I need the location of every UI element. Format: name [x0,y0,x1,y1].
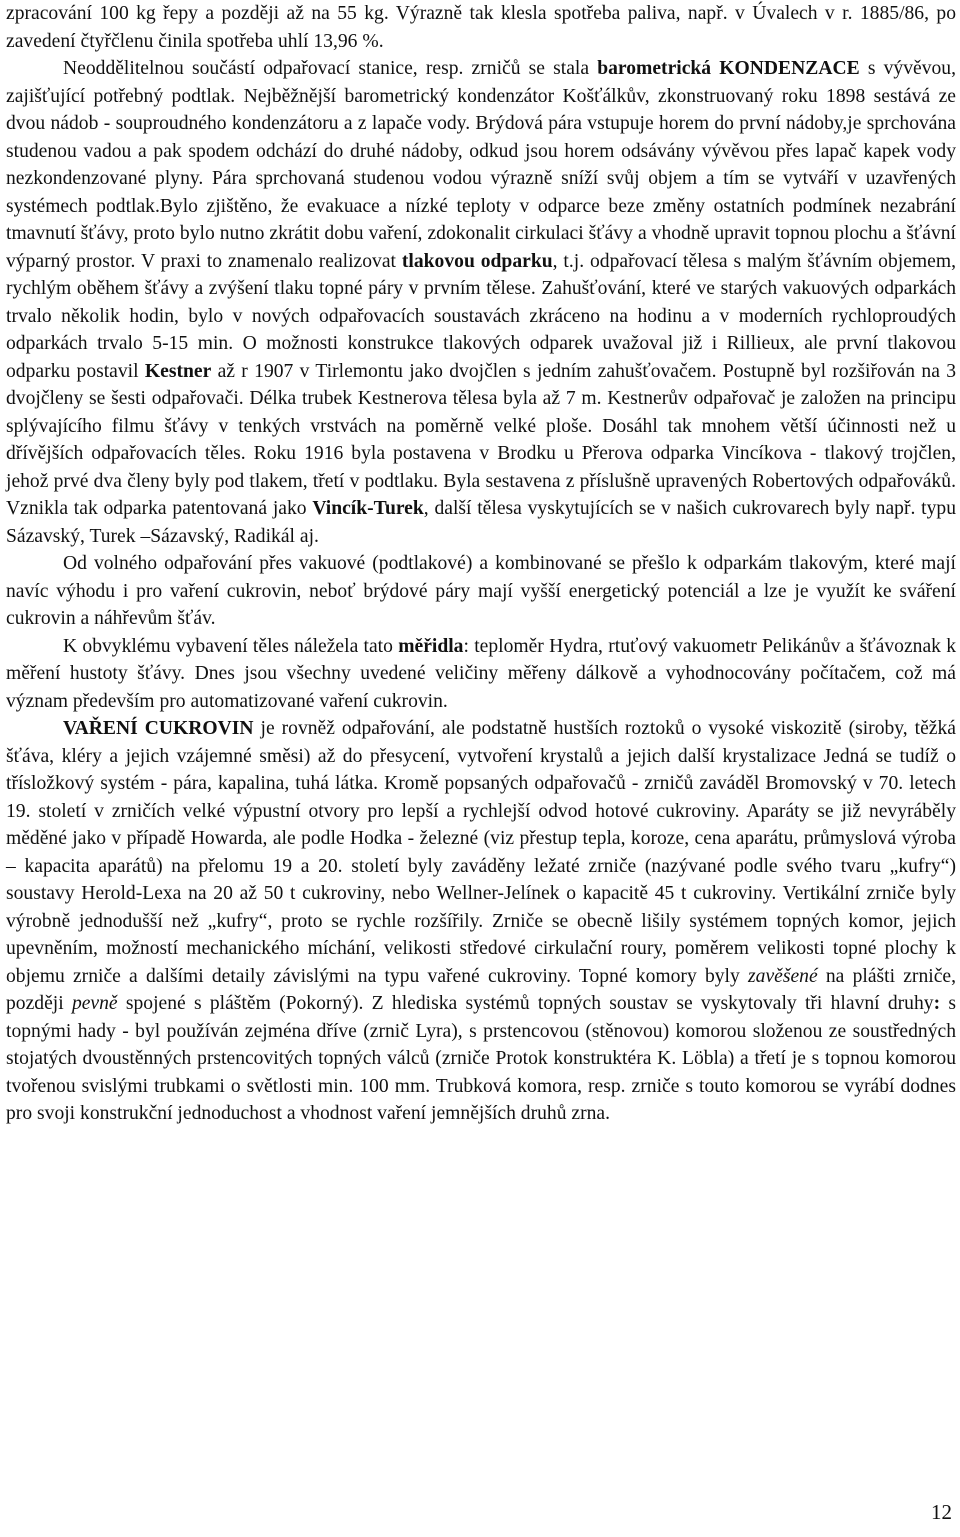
paragraph [6,550,956,633]
bold-text: VAŘENÍ CUKROVIN [63,718,254,739]
document-body [6,0,956,1128]
bold-text: tlakovou odparku [401,250,553,272]
text-run: : teploměr Hydra, rtuťový vakuometr Pelikánův a šťávoznak k měření hustoty šťávy. Dnes jsou všechny uvedené veličiny měřeny dálkově a vyhodnocovány počítačem, což má význam především pro automatizované vaření cukrovin. [6,635,956,712]
text-run: zpracování 100 kg řepy a později až na 55 kg. Výrazně tak klesla spotřeba paliva, např. v Úvalech v r. 1885/86, po zavedení čtyřčlenu činila spotřeba uhlí 13,96 %. [6,3,956,52]
italic-text: pevně [71,993,118,1014]
text-run: je rovněž odpařování, ale podstatně hustších roztoků o vysoké viskozitě (siroby, těžká šťáva, kléry a jejich vzájemné směsi) až do přesycení, vytvoření krystalů a jejich další krystalizace Jedná se tudíž o třísložkový systém - pára, kapalina, tuhá látka. Kromě popsaných odpařovačů - zrničů zaváděl Bromovský v 70. letech 19. století v zrničích velké výpustní otvory pro lepší a rychlejší odvod hotové cukroviny. Aparáty se již nevyráběly měděné jako v případě Howarda, ale podle Hodka - železné (viz přestup tepla, koroze, cena aparátu, průmyslová výroba – kapacita aparátů) na přelomu 19 a 20. století byly zaváděny ležaté zrniče (nazývané podle svého tvaru „kufry“) soustavy Herold-Lexa na 20 až 50 t cukroviny, nebo Wellner-Jelínek o kapacitě 45 t cukroviny. Vertikální zrniče byly výrobně jednodušší než „kufry“, proto se rychle rozšířily. Zrniče se obecně lišily systémem topných komor, jejich upevněním, možností mechanického míchání, velikosti středové cirkulační roury, poměrem velikosti topné plochy k objemu zrniče a dalšími detaily závislými na typu vařené cukroviny. Topné komory byly [6,718,956,987]
paragraph [6,55,956,550]
paragraph [6,0,956,55]
italic-text: zavěšené [748,965,818,987]
paragraph [6,715,956,1128]
paragraph [6,633,956,716]
bold-text: barometrická KONDENZACE [597,58,860,79]
text-run: spojené s pláštěm (Pokorný). Z hlediska systémů topných soustav se vyskytovaly tři hlavní druhy [117,993,934,1014]
text-run: Od volného odpařování přes vakuové (podtlakové) a kombinované se přešlo k odparkám tlakovým, které mají navíc výhodu i pro vaření cukrovin, neboť brýdové páry mají vyšší energetický potenciál a lze je využít ke sváření cukrovin a náhřevům šťáv. [6,553,956,629]
bold-text: : [933,993,941,1014]
bold-text: Kestner [144,360,212,382]
bold-text: měřidla [398,635,464,657]
text-run: Neoddělitelnou součástí odpařovací stanice, resp. zrničů se stala [63,58,598,79]
bold-text: Vincík-Turek [312,498,424,519]
text-run: , další tělesa vyskytujících se v našich cukrovarech byly např. typu Sázavský, Turek –Sázavský, Radikál aj. [6,498,956,547]
text-run: s topnými hady - byl používán zejména dříve (zrnič Lyra), s prstencovou (stěnovou) komorou složenou ze soustředných stojatých dvoustěnných prstencovitých topných válců (zrniče Protok konstruktéra K. Löbla) a třetí je s topnou komorou tvořenou svislými trubkami o světlosti min. 100 mm. Trubková komora, resp. zrniče s touto komorou se vyrábí dodnes pro svoji konstrukční jednoduchost a vhodnost vaření jemnějších druhů zrna. [6,993,956,1124]
text-run: s vývěvou, zajišťující potřebný podtlak. Nejběžnější barometrický kondenzátor Košťálkův, zkonstruovaný roku 1898 sestává ze dvou nádob - souproudného kondenzátoru a z lapače vody. Brýdová pára vstupuje horem do první nádoby,je sprchována studenou vadou a pak spodem odchází do druhé nádoby, odkud jsou horem odsávány vývěvou přes lapač kapek vody nezkondenzované plyny. Pára sprchovaná studenou vodou výrazně sníží svůj objem a tím se vytváří v uzavřených systémech podtlak.Bylo zjištěno, že evakuace a nízké teploty v odparce beze změny ostatních podmínek nezabrání tmavnutí šťávy, proto bylo nutno zkrátit dobu vaření, zdokonalit cirkulaci šťávy a vhodně upravit topnou plochu a šťávní výparný prostor. V praxi to znamenalo realizovat [6,58,956,272]
page-number: 12 [931,1500,952,1524]
text-run: na plášti zrniče, později [6,965,956,1014]
text-run: až r 1907 v Tirlemontu jako dvojčlen s jedním zahušťovačem. Postupně byl rozšiřován na 3 dvojčleny se šesti odpařovači. Délka trubek Kestnerova tělesa byla až 7 m. Kestnerův odpařovač je založen na principu splývajícího filmu šťávy v tenkých vrstvách na poměrně velké ploše. Dosáhl tak mnohem větší účinnosti než u dřívějších odpařovacích těles. Roku 1916 byla postavena v Brodku u Přerova odparka Vincíkova - tlakový trojčlen, jehož prvé dva členy byly pod tlakem, třetí v podtlaku. Byla sestavena z příslušně upravených Robertových odpařováků. Vznikla tak odparka patentovaná jako [6,360,957,519]
text-run: , t.j. odpařovací tělesa s malým šťávním objemem, rychlým oběhem šťávy a zvýšení tlaku topné páry v prvním tělese. Zahušťování, které ve starých vakuových odparkách trvalo několik hodin, bylo v nových odpařovacích soustavách zkráceno na hodinu a v moderních rychloproudých odparkách trvalo 5-15 min. O možnosti konstrukce tlakových odparek uvažoval již i Rillieux, ale první tlakovou odparku postavil [6,250,956,382]
text-run: K obvyklému vybavení těles náležela tato [63,635,399,657]
